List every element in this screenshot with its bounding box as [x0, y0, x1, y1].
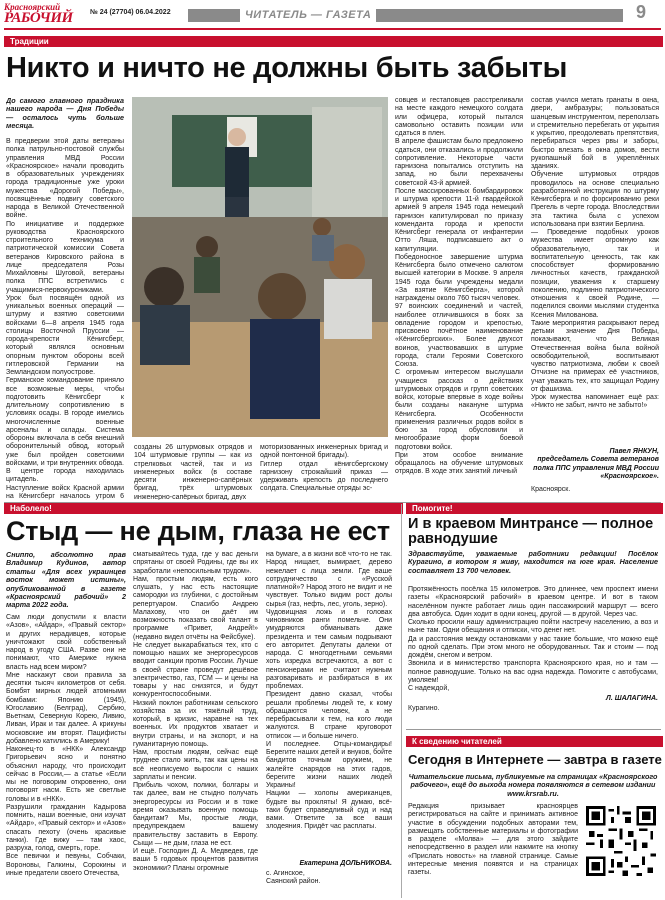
masthead — [0, 0, 665, 28]
article1-signature: Павел ЯНКУН, председатель Совета ветеранов полка ППС управления МВД России «Красноярское». — [533, 448, 659, 480]
qr-code[interactable] — [586, 806, 656, 876]
article2-city: с. Агинское, Саянский район. — [266, 870, 321, 886]
rubric-info: К сведению читателей — [406, 736, 663, 747]
issue-number: № 24 (27704) 06.04.2022 — [90, 9, 171, 16]
page-number: 9 — [636, 2, 647, 22]
masthead-logo — [4, 2, 86, 26]
article1-col1b: созданы 26 штурмовых отрядов и 104 штурмовые группы — как из стрелковых частей, так и из инженерных войск (в составе десяти инженерно-сапёрных бригад, трёх штурмовых инженерно-сапёрных бригад, двух — [134, 444, 252, 500]
article2-col2: сматывайтесь туда, где у вас деньги спрятаны от своей Родины, где вы их заработали «непосильным трудом». Нам, простым людям, есть кого слушать, у нас есть настоящие самородки из глубинки, с достойным репертуаром. Спасибо Андрею Малахову, что он даёт им возможность показать свой талант в программе «Привет, Андрей!» (недавно видел отчёты на Фейсбуке). Не следует выкарабкаться тех, кто с помощью наших же энергоресурсов вводит санкции против России. Лучше в своей стране проведут дешёвое электричество, газ, ГСМ — и цены на товары у нас снизятся, и будут конкурентоспособными. Низкий поклон работникам сельского хозяйства за их тяжёлый труд, который, в кризис, наравне на тех военных. Их продуктов хватает и внутри страны, и на экспорт, и на гуманитарную помощь. Нам, простым людям, сейчас ещё труднее стало жить, так как цены на всё неописуемо выросли с наших зарплаты и пенсии. Прибыль чохом, полики, болгары и так далее, вам не стыдно получать энергоресурсы из России и в тоже время оказывать военную помощь бандитам? Мы, простые люди, предупреждаем вашему правительству заставить в Европу. Сыщи — не дым, глаза не ест. И ещё. Господин Д. А. Медведев, где ваши 5 годовых процентов развития экономики? Планы огромные — [133, 551, 258, 872]
rubric-naboleo: Наболело! — [4, 503, 403, 514]
article4-body: Редакция призывает красноярцев регистрироваться на сайте и принимать активное участие в обсуждении подобных авторами тем, размещать собственные материалы и фотографии в разделе «Молва» — для этого зайдите непосредственно в раздел или нажмите на кнопку «Прислать новость» на главной странице. Самые интересные мнения появятся и на страницах газеты. — [408, 803, 578, 876]
article3-bottom-rule — [406, 729, 661, 730]
logo-top: Красноярский — [4, 2, 61, 12]
article3-city: Курагино. — [408, 705, 440, 712]
photo-illustration — [132, 97, 388, 437]
article1-col3: совцев и гестаповцев расстреливали на месте каждого немецкого солдата или офицера, который пытался самовольно оставить позиции или сдаться в плен. В апреле фашистам было предложено сдаться, они отказались и продолжили сопротивление. Некоторые части гарнизона попытались отступить на запад, но были перехвачены советской 43-й армией. После массированных бомбардировок и штурма крепости 11-й гвардейской армией 9 апреля 1945 года немецкий гарнизон капитулировал по приказу коменданта города и крепости Кёнигсберг генерала от инфантерии Отто Ляша, подписавшего акт о капитуляции. Победоносное завершение штурма Кёнигсберга было отмечено салютом высшей категории в Москве. 9 апреля 1945 года были учреждены медали «За взятие Кёнигсберга», которой награждены около 760 тысяч человек. 97 воинских соединений и частей, наиболее отличившихся в боях за овладение городом и крепостью, присвоено почётное наименование «Кёнигсбергских». Более двухсот воинов, участвовавших в штурме города, стали Героями Советского Союза. С огромным интересом выслушали учащиеся рассказ о действиях штурмовых отрядов и групп советских войск, которые впервые в ходе войны были созданы накануне штурма Кёнигсберга. Особенности применения различных родов войск в бою за город обусловили и многообразие форм боевой подготовки войск. При этом особое внимание обращалось на обучение штурмовых отрядов. В ходе этих занятий личный — [395, 97, 523, 476]
article1-col2b: моторизованных инженерных бригад и одной понтонной бригады). Гитлер отдал кёнигсбергскому гарнизону строжайший приказ — удерживать крепость до последнего солдата. Специальные отряды эс- — [260, 444, 388, 493]
article3-lead: Здравствуйте, уважаемые работники редакции! Посёлок Курагино, в котором я живу, находится на юге края. Население составляет 13 700 человек. — [408, 550, 658, 575]
article3-body: Протяжённость посёлка 15 километров. Это длиннее, чем проспект имени газеты «Красноярский рабочий» в краевом центре. И вот в таком населённом пункте работает лишь один пассажирский маршрут — всего два автобуса. Один ходит в одни конец, другой — в другой. Через час. Сколько просили нашу администрацию пойти настречу населению, а воз и ныне там. Одни обещания и отписки, что денег нет. Да и расстояния между остановками у нас такие большие, что можно ещё по одной сделать. При этом много не оборудованных. Так и стоим — под дождём, снегом и ветром. Звонила и в министерство транспорта Красноярского края, но и там — полное равнодушие. Только на вас одна надежда. Помогите с автобусами, умоляем! С надеждой, — [408, 586, 658, 692]
article2-lead: Сниппо, абсолютно прав Владимир Кудинов, автор статьи «Для всех украинцев восток может истины», опубликованной в газете «Красноярский рабочий» 2 марта 2022 года. — [6, 551, 126, 610]
column-divider — [401, 504, 402, 898]
article1-col4: состав учился метать гранаты в окна, двери, амбразуры; пользоваться шанцевым инструментом, переползать и стремительно перебегать от укрытия к укрытию, преодолевать препятствия, перебираться через рвы и заборы, быстро влезать в окна домов, вести рукопашный бой в укреплённых зданиях. Обучение штурмовых отрядов проводилось на основе специально разработанной инструкции по штурму Кёнигсберга и по форсированию реки Прегель в черте города. Впоследствии эта тактика была с успехом использована при взятии Берлина. — Проведение подобных уроков мужества имеет огромную как образовательную, так и воспитательную ценность, так как способствует формированию личностных качеств, гражданской позиции, уважения к старшему поколению, подлинно патриотического отношения к своей Родине, — поделился своими мыслями студентка Ксения Милованова. Такие мероприятия раскрывают перед детьми значение Дня Победы, показывают, что Великая Отечественная война была войной освободительной, воспитывают чувство патриотизма, любви к своей Отчизне на примерах её участников, учат уважать тех, кто защищал Родину от фашизма. Урок мужества напоминает ещё раз: «Никто не забыт, ничто не забыто!» — [531, 97, 659, 410]
section-title: ЧИТАТЕЛЬ — ГАЗЕТА — [240, 9, 376, 22]
photo-lesson — [132, 97, 388, 437]
article4-lead: Читательские письма, публикуемые на страницах «Красноярского рабочего», ещё до выхода номера появляются в сетевом издании www.krsrab.ru. — [408, 773, 658, 798]
article4-headline: Сегодня в Интернете — завтра в газете — [408, 752, 662, 767]
article2-signature: Екатерина ДОЛЬНИКОВА. — [299, 860, 392, 867]
section-bar — [188, 9, 623, 22]
rubric-traditions: Традиции — [4, 36, 663, 47]
article3-signature: Л. ШАЛАГИНА. — [606, 695, 658, 702]
article3-headline: И в краевом Минтрансе — полное равнодушие — [408, 516, 654, 547]
logo-main: РАБОЧИЙ — [4, 10, 73, 26]
article2-col1: Сам люди допустили к власти «Азов», «Айдар», «Правый сектор» и других нерадивцев, которые уничтожают свой собственный народ в угоду США. Разве они не понимают, что Америке нужна власть над всем миром? Мне наскажут свои правила за десятки тысяч километров от себя. Бомбят мирных людей атомными бомбами: Японию (1945), Югославию (Белград), Сербию, Вьетнам, Северную Корею, Ливию, Ливан, Ирак и так далее. А крикуны московские им вторят. Пацифисты добавлено катились в Америку! Наконец-то в «НКК» Александр Григорьевич ясно и понятно объяснил народу, что происходит сейчас в России,— а статье «Если мы не поговорим откровенно, они поговорят насм. Есть же светлые головы и в «НКК». Разрушили гражданин Кадырова помнить, наши военные, они изучат «Айдар», «Правый сектор» и «Азов» спасать пехоту (очень красивые танки). Где вижу — там хаос, разруха, голод, смерть, горе. Все певички и певуны, Собчаки, Вороновы, Галкины, Сорокины и иные предатели своего Отечества, — [6, 614, 126, 877]
rubric-help: Помогите! — [406, 503, 663, 514]
article1-col1: В предверии этой даты ветераны полка патрульно-постовой службы управления МВД России «Красноярское» начали проводить в образовательных учреждениях города традиционные уже уроки мужества «Дорогой Победы», посвящённые подвигу советского народа в Великой Отечественной войне. По инициативе и поддержке руководства Красноярского строительного техникума и патриотической комиссии Совета ветеранов Кировского района в лице председателя Розы Михайловны Шуговой, ветераны полка ППС встретились с учащимися-первокурсниками. Урок был посвящён одной из уникальных военных операций — штурму и взятию советскими войсками 6—8 апреля 1945 года столицы Восточной Пруссии — города-крепости Кёнигсберг, который являлся основным опорным пунктом обороны всей гитлеровской Германии на Земландском полуострове. Германское командование приняло все возможные меры, чтобы подготовить Кёнигсберг к длительному сопротивлению в условиях осады. В городе имелись многочисленные военные арсеналы и склады. Система обороны включала в себя внешний оборонительный обвод, который уже был пройден советскими войсками, и три внутренних обвода. В центре города находилась цитадель. Наступление войск Красной армии на Кёнигсберг началось утром 6 — [6, 138, 124, 500]
article1-lead: До самого главного праздника нашего народа — Дня Победы — осталось чуть больше месяца. — [6, 97, 124, 131]
article2-headline: Стыд — не дым, глаза не ест — [6, 516, 390, 546]
article2-col3: на бумаге, а в жизни всё что-то не так. Народ нищает, вымирает, дерево нежелает с лица земли. Где ваше сотрудничество с «Русской платиной»? Народ этого не видит и не чувствует. Только видим рост долы сырья (газ, нефть, лес, уголь, зерно). Чудовищная ложь и в головах чиновников ранги помельче. Они умудряются обманывать даже президента и тем самым подрывают его авторитет. Депутаты далеки от народа. С многодетными семьями хоть изредка встречаются, а вот с пенсионерами не считают нужным разговаривать и разбираться в их проблемах. Президент давно сказал, чтобы решали проблемы людей те, к кому обращаются человек, а не перебрасывали к тем, на кого люди жалуются. В стране круговорот отписок — и больше ничего. И последнее. Отцы-командиры! Берегите наших детей и внуков, бойте бандитов точным оружием, не жалейте снарядов на этих гадов, берегите жизни наших людей Украины! Нацики — холопы американцев, будьте вы прокляты! Я думаю, всё-таки будет справедливый суд и над вами. Ответите за все ваши злодеяния. Придёт час расплаты. — [266, 551, 392, 831]
qr-code-graphic — [586, 806, 656, 876]
masthead-divider — [4, 28, 661, 30]
article1-headline: Никто и ничто не должны быть забыты — [6, 52, 568, 84]
article1-city: Красноярск. — [531, 486, 571, 493]
